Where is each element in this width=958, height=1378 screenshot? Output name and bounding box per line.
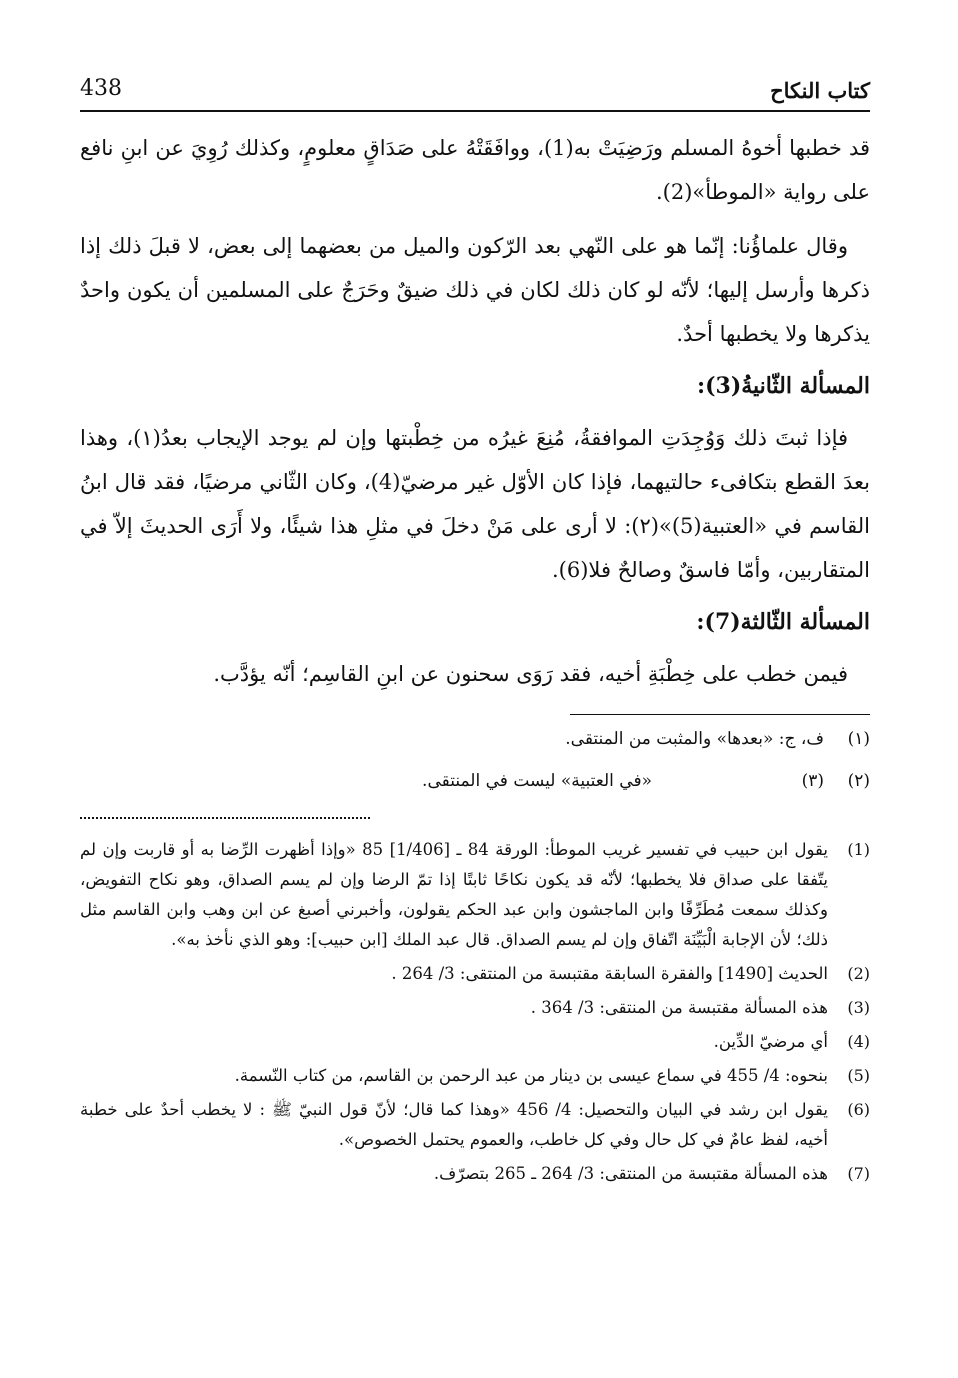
footnote-text: الحديث [1490] والفقرة السابقة مقتبسة من المنتقى: 3/ 264 . <box>391 964 828 983</box>
main-text <box>80 126 870 696</box>
footnote-text: يقول ابن رشد في البيان والتحصيل: 4/ 456 «وهذا كما قال؛ لأنّ قول النبيّ ﷺ : لا يخطب أحدٌ على خطبة أخيه، لفظ عامٌ في كل حال وفي كل خاطب، والعموم يحتمل الخصوص». <box>80 1100 828 1149</box>
footnote-rule <box>570 714 870 715</box>
footnote <box>80 1061 870 1091</box>
variant-note-number: (١) <box>847 729 870 749</box>
variant-note-1 <box>80 725 870 753</box>
footnote <box>80 1027 870 1057</box>
paragraph-4: فيمن خطب على خِطْبَةِ أخيه، فقد رَوَى سحنون عن ابنِ القاسِم؛ أنّه يؤدَّب. <box>213 662 848 686</box>
footnote-number: (6) <box>847 1100 870 1119</box>
footnote <box>80 959 870 989</box>
page-number: 438 <box>80 76 122 101</box>
footnote <box>80 993 870 1023</box>
paragraph-1: قد خطبها أخوهُ المسلم ورَضِيَتْ به(1)، ووافَقَتْهُ على صَدَاقٍ معلومٍ، وكذلك رُوِيَ عن ابنِ نافع على رواية «الموطأ»(2). <box>80 136 871 204</box>
running-title: كتاب النكاح <box>770 78 870 103</box>
variant-note-2 <box>80 767 870 795</box>
heading-second-issue: المسألة الثّانيةُ(3): <box>697 373 870 399</box>
footnote-text: هذه المسألة مقتبسة من المنتقى: 3/ 264 ـ 265 بتصرّف. <box>433 1164 828 1183</box>
footnote <box>80 835 870 955</box>
footnote-text: أي مرضيّ الدِّين. <box>713 1032 828 1051</box>
footnote-number: (3) <box>847 998 870 1017</box>
footnote-number: (2) <box>847 964 870 983</box>
running-header <box>80 70 870 112</box>
variant-note-text: «في العتبية» ليست في المنتقى. <box>422 771 652 791</box>
footnotes <box>80 835 870 1189</box>
footnote-number: (5) <box>847 1066 870 1085</box>
footnote-number: (4) <box>847 1032 870 1051</box>
heading-third-issue: المسألة الثّالثة(7): <box>696 609 870 635</box>
paragraph-3: فإذا ثبتَ ذلك وَوُجِدَتِ الموافقةُ، مُنِعَ غيرُه من خِطْبتها وإن لم يوجد الإيجاب بعدُ(١)، وهذا بعدَ القطع بتكافىء حالتيهما، فإذا كان الأوّل غير مرضيّ(4)، وكان الثّاني مرضيًا، فقد قال ابنُ القاسم في «العتبية(5)»(٢): لا أرى على مَنْ دخلَ في مثلِ هذا شيئًا، ولا أَرَى الحديثَ إلاّ في المتقاربين، وأمّا فاسقٌ وصالحٌ فلا(6). <box>80 426 870 582</box>
dotted-separator <box>80 817 370 819</box>
variant-note-number: (٢) <box>847 771 870 791</box>
footnote-number: (7) <box>847 1164 870 1183</box>
page <box>80 70 870 1193</box>
footnote <box>80 1159 870 1189</box>
footnote-number: (1) <box>847 840 870 859</box>
footnote <box>80 1095 870 1155</box>
footnote-text: بنحوه: 4/ 455 في سماع عيسى بن دينار من عبد الرحمن بن القاسم، من كتاب النّسمة. <box>234 1066 828 1085</box>
footnote-text: هذه المسألة مقتبسة من المنتقى: 3/ 364 . <box>530 998 828 1017</box>
footnote-text: يقول ابن حبيب في تفسير غريب الموطأ: الورقة 84 ـ [1/406] 85 «وإذا أظهرت الرِّضا به أو قاربت وإن لم يتّفقا على صداق فلا يخطبها؛ لأنّه قد يكون نكاحًا ثابتًا إذا تمّ الرضا وإن لم يسم الصداق، وهو نكاح التفويض، وكذلك سمعت مُطَرِّفًا وابن الماجشون وابن عبد الحكم يقولون، وأخبرني أصبغ عن ابن وهب وابن القاسم مثل ذلك؛ لأن الإجابة الْبَيِّنَة اتّفاق وإن لم يسم الصداق. قال عبد الملك [ابن حبيب]: وهو الذي نأخذ به». <box>80 840 828 949</box>
paragraph-2: وقال علماؤُنا: إنّما هو على النّهي بعد الرّكون والميل من بعضهما إلى بعض، لا قبلَ ذلك إذا ذكرها وأرسل إليها؛ لأنّه لو كان ذلك لكان في ذلك ضيقٌ وحَرَجٌ على المسلمين أن يكون واحدٌ يذكرها ولا يخطبها أحدٌ. <box>80 234 870 346</box>
variant-note-number-2: (٣) <box>801 771 824 791</box>
variant-note-text: ف، ج: «بعدها» والمثبت من المنتقى. <box>565 729 824 749</box>
